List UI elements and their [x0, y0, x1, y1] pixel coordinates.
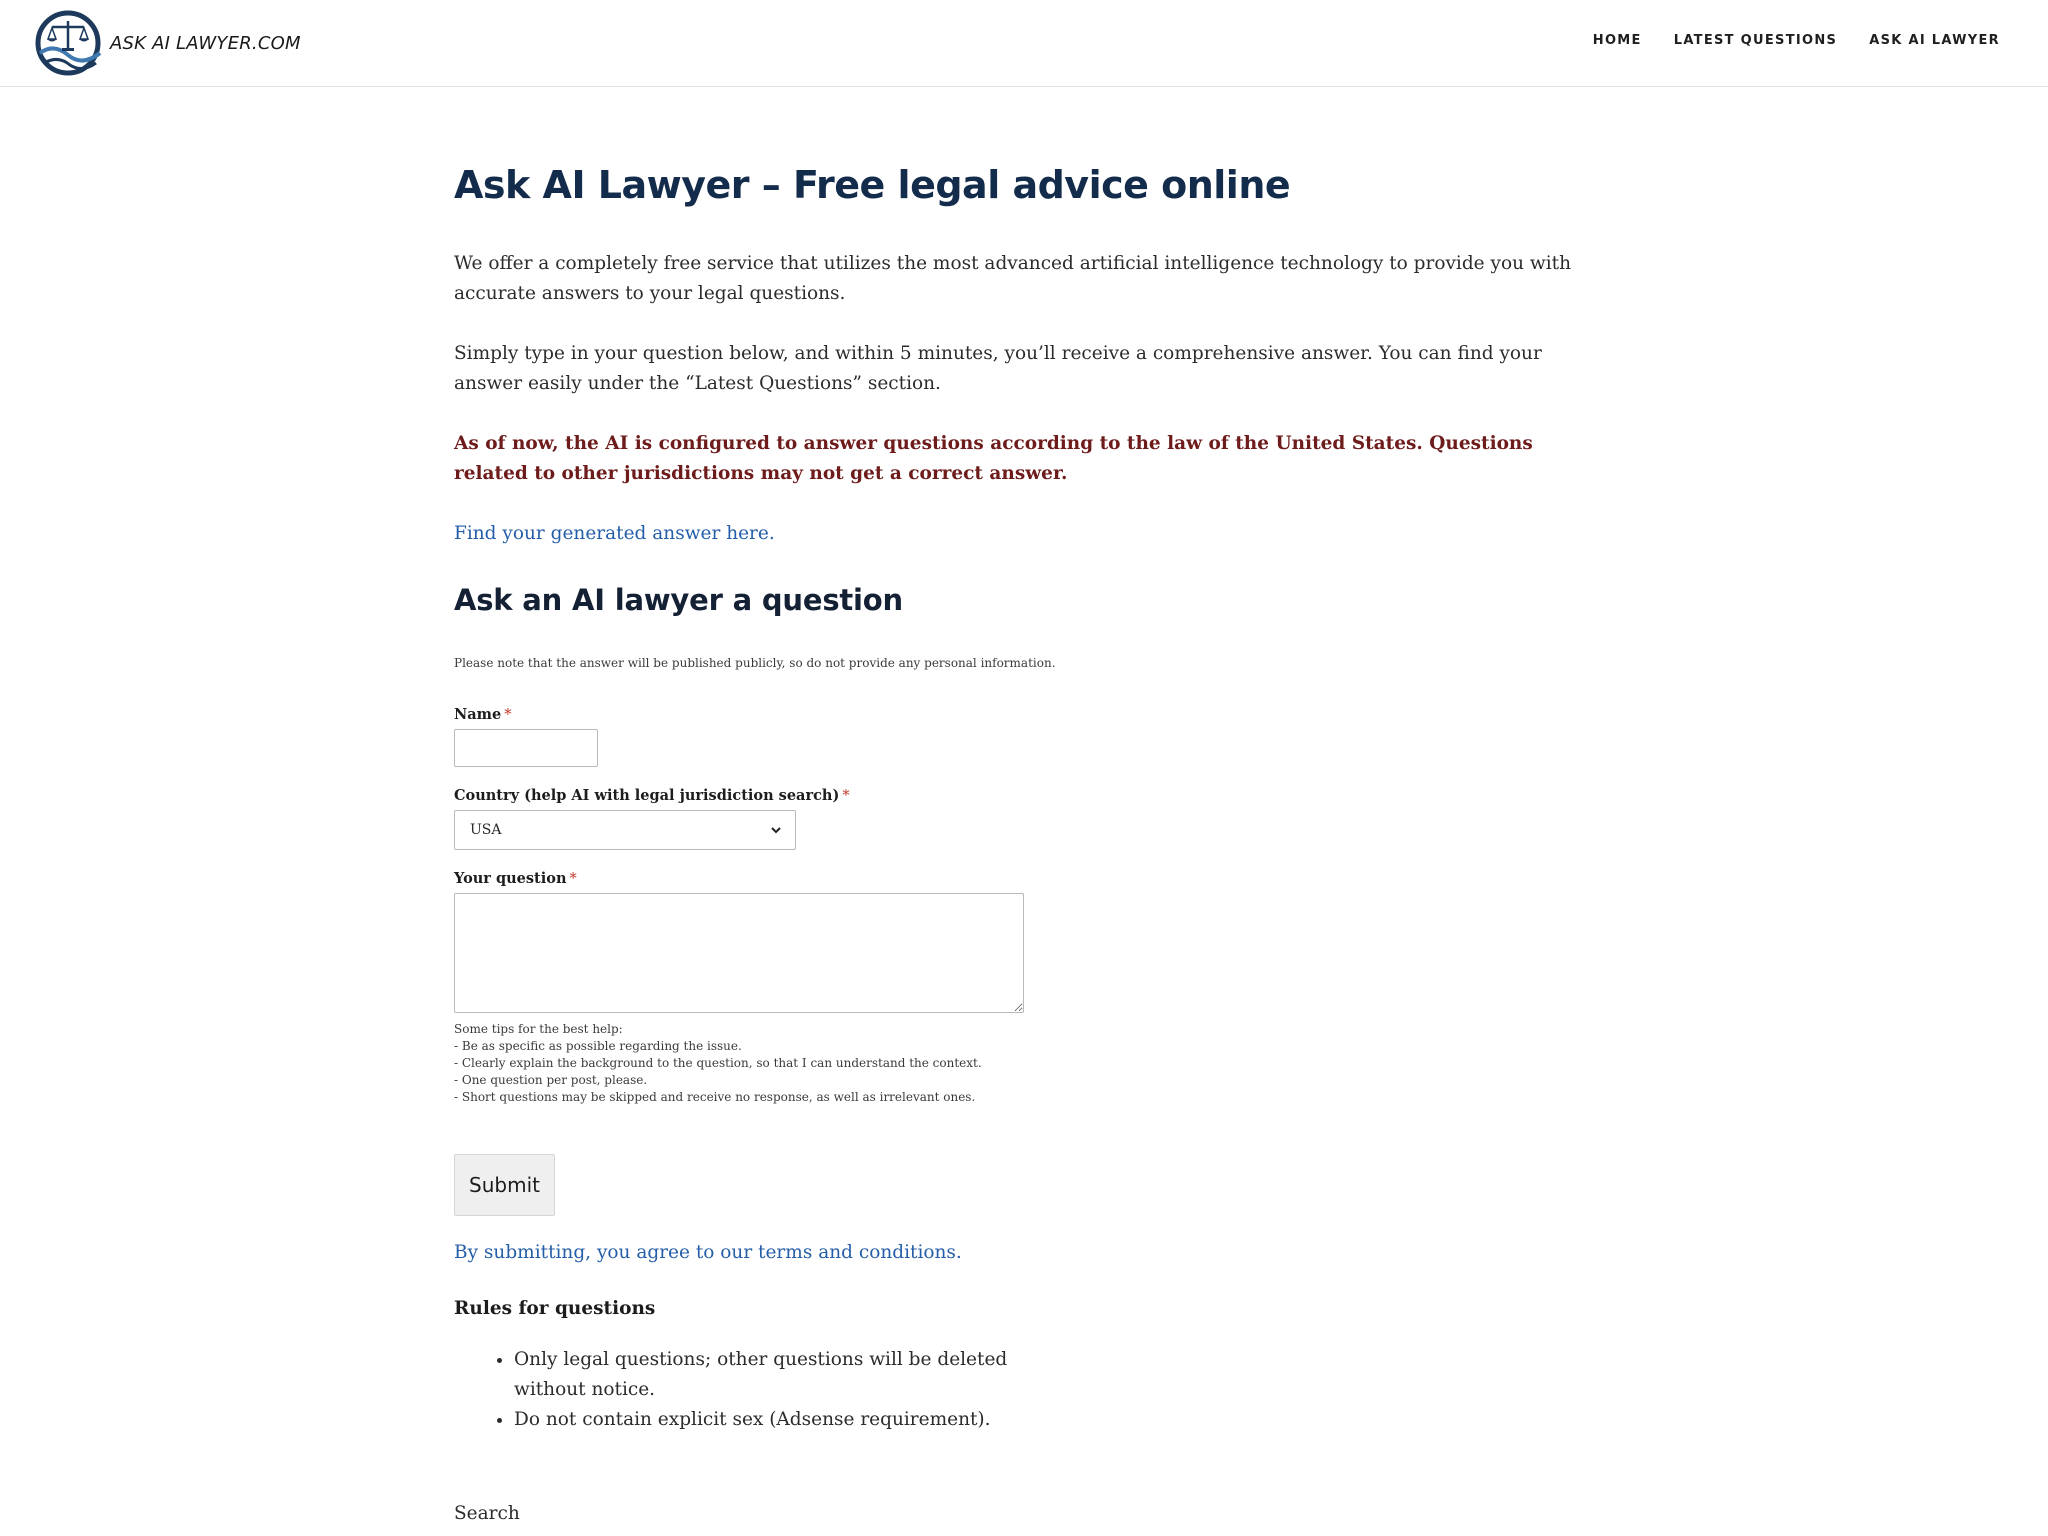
question-textarea[interactable]: [454, 893, 1024, 1013]
submit-button[interactable]: Submit: [454, 1154, 555, 1216]
instructions-paragraph: Simply type in your question below, and within 5 minutes, you’ll receive a comprehensive answer. You can find your answer easily under the “Latest Questions” section.: [454, 342, 1542, 394]
rule-item: • Do not contain explicit sex (Adsense requirement).: [514, 1405, 1014, 1435]
intro-paragraph: We offer a completely free service that utilizes the most advanced artificial intelligence technology to provide you with accurate answers to your legal questions.: [454, 252, 1571, 304]
form-title: Ask an AI lawyer a question: [454, 582, 903, 617]
name-label-text: Name: [454, 705, 502, 723]
country-select[interactable]: [454, 810, 796, 850]
question-tips: [454, 1021, 1594, 1106]
main-nav: [1593, 33, 2000, 48]
nav-ask-ai-lawyer[interactable]: ASK AI LAWYER: [1869, 33, 2000, 48]
tips-line: - Clearly explain the background to the question, so that I can understand the context.: [454, 1055, 982, 1070]
rules-list: [454, 1345, 1014, 1435]
site-logo[interactable]: [34, 9, 301, 77]
tips-line: - Short questions may be skipped and receive no response, as well as irrelevant ones.: [454, 1089, 976, 1104]
required-marker: *: [842, 787, 850, 804]
question-form: [454, 706, 1594, 1216]
required-marker: *: [569, 870, 577, 887]
tips-line: Some tips for the best help:: [454, 1021, 623, 1036]
name-input[interactable]: [454, 729, 598, 767]
question-label-text: Your question: [454, 869, 567, 887]
main-content: [454, 163, 1594, 1524]
required-marker: *: [504, 706, 512, 723]
question-label: [454, 870, 1594, 887]
tips-line: - Be as specific as possible regarding the issue.: [454, 1038, 742, 1053]
name-label: [454, 706, 1594, 723]
nav-home[interactable]: HOME: [1592, 33, 1642, 48]
chevron-down-icon: [769, 823, 783, 837]
rules-title: Rules for questions: [454, 1297, 656, 1319]
country-select-value: USA: [470, 821, 502, 838]
privacy-note: Please note that the answer will be published publicly, so do not provide any personal information.: [454, 655, 1056, 670]
scales-of-justice-logo-icon: [34, 9, 104, 77]
terms-link[interactable]: By submitting, you agree to our terms and conditions.: [454, 1241, 962, 1263]
tips-line: - One question per post, please.: [454, 1072, 648, 1087]
country-label: [454, 787, 1594, 804]
find-answer-link[interactable]: Find your generated answer here.: [454, 522, 775, 544]
logo-text: ASK AI LAWYER.COM: [110, 32, 301, 54]
site-header: [0, 0, 2048, 87]
nav-latest-questions[interactable]: LATEST QUESTIONS: [1673, 33, 1838, 48]
rule-item: • Only legal questions; other questions will be deleted without notice.: [514, 1345, 1014, 1405]
jurisdiction-warning: As of now, the AI is configured to answer questions according to the law of the United States. Questions related to other jurisdictions may not get a correct answer.: [454, 432, 1533, 484]
country-label-text: Country (help AI with legal jurisdiction search): [454, 786, 840, 804]
page-title: Ask AI Lawyer – Free legal advice online: [454, 163, 1291, 207]
search-widget-title: Search: [454, 1502, 520, 1524]
